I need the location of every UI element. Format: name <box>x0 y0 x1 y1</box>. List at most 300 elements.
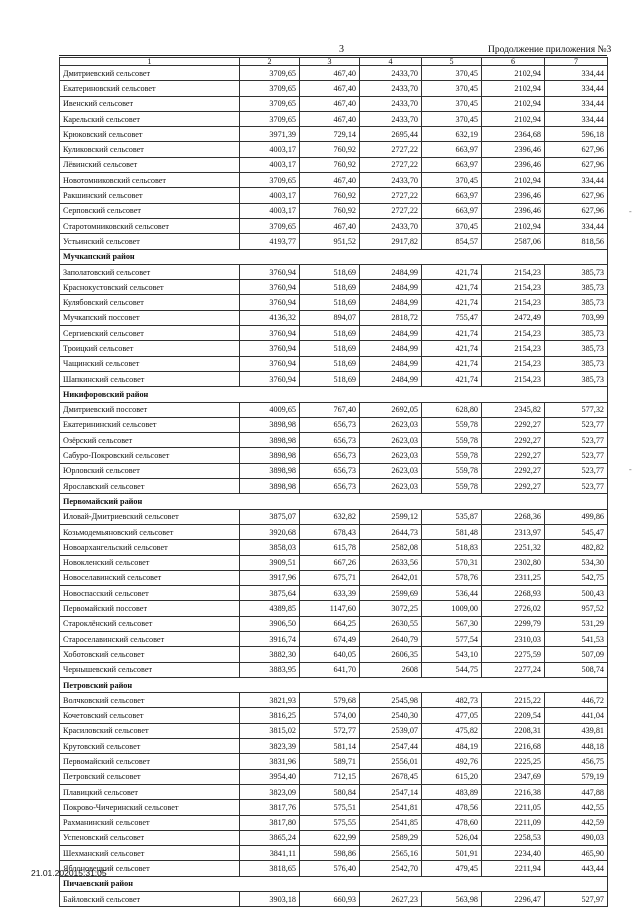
settlement-name: Петровский сельсовет <box>60 769 240 784</box>
table-row <box>60 647 608 662</box>
value-cell: 370,45 <box>422 218 482 233</box>
value-cell: 542,75 <box>545 570 608 585</box>
value-cell: 2292,27 <box>482 417 545 432</box>
value-cell: 894,07 <box>300 310 360 325</box>
value-cell: 334,44 <box>545 66 608 81</box>
table-row <box>60 555 608 570</box>
value-cell: 755,47 <box>422 310 482 325</box>
value-cell: 2433,70 <box>360 218 422 233</box>
value-cell: 446,72 <box>545 693 608 708</box>
settlement-name: Шехманский сельсовет <box>60 846 240 861</box>
value-cell: 2102,94 <box>482 66 545 81</box>
table-row <box>60 800 608 815</box>
value-cell: 500,43 <box>545 586 608 601</box>
table-row <box>60 66 608 81</box>
value-cell: 576,40 <box>300 861 360 876</box>
value-cell: 2727,22 <box>360 188 422 203</box>
value-cell: 767,40 <box>300 402 360 417</box>
value-cell: 2630,55 <box>360 616 422 631</box>
table-row <box>60 708 608 723</box>
value-cell: 2102,94 <box>482 173 545 188</box>
settlement-name: Кулябовский сельсовет <box>60 295 240 310</box>
value-cell: 632,82 <box>300 509 360 524</box>
value-cell: 421,74 <box>422 341 482 356</box>
table-row <box>60 830 608 845</box>
value-cell: 3909,51 <box>240 555 300 570</box>
value-cell: 421,74 <box>422 264 482 279</box>
settlement-name: Байловский сельсовет <box>60 892 240 907</box>
value-cell: 370,45 <box>422 66 482 81</box>
settlement-name: Хоботовский сельсовет <box>60 647 240 662</box>
value-cell: 2627,23 <box>360 892 422 907</box>
value-cell: 482,82 <box>545 540 608 555</box>
value-cell: 385,73 <box>545 264 608 279</box>
value-cell: 2587,06 <box>482 234 545 249</box>
value-cell: 2547,44 <box>360 739 422 754</box>
value-cell: 3903,18 <box>240 892 300 907</box>
value-cell: 2154,23 <box>482 280 545 295</box>
value-cell: 615,20 <box>422 769 482 784</box>
value-cell: 499,86 <box>545 509 608 524</box>
value-cell: 2484,99 <box>360 264 422 279</box>
value-cell: 574,00 <box>300 708 360 723</box>
value-cell: 478,56 <box>422 800 482 815</box>
value-cell: 760,92 <box>300 188 360 203</box>
table-row <box>60 448 608 463</box>
region-header-row <box>60 249 608 264</box>
settlement-name: Козьмодемьяновский сельсовет <box>60 524 240 539</box>
settlement-name: Лёвинский сельсовет <box>60 157 240 172</box>
value-cell: 501,91 <box>422 846 482 861</box>
value-cell: 3823,09 <box>240 784 300 799</box>
table-row <box>60 96 608 111</box>
table-row <box>60 463 608 478</box>
table-row <box>60 570 608 585</box>
value-cell: 578,76 <box>422 570 482 585</box>
tariff-table <box>59 57 608 907</box>
value-cell: 467,40 <box>300 81 360 96</box>
value-cell: 622,99 <box>300 830 360 845</box>
value-cell: 656,73 <box>300 448 360 463</box>
value-cell: 2484,99 <box>360 371 422 386</box>
value-cell: 598,86 <box>300 846 360 861</box>
value-cell: 760,92 <box>300 157 360 172</box>
value-cell: 492,76 <box>422 754 482 769</box>
value-cell: 2642,01 <box>360 570 422 585</box>
table-row <box>60 723 608 738</box>
value-cell: 660,93 <box>300 892 360 907</box>
value-cell: 2154,23 <box>482 356 545 371</box>
value-cell: 2633,56 <box>360 555 422 570</box>
value-cell: 3816,25 <box>240 708 300 723</box>
value-cell: 518,83 <box>422 540 482 555</box>
table-row <box>60 861 608 876</box>
value-cell: 2433,70 <box>360 111 422 126</box>
value-cell: 2695,44 <box>360 127 422 142</box>
settlement-name: Карельский сельсовет <box>60 111 240 126</box>
value-cell: 2102,94 <box>482 81 545 96</box>
value-cell: 3760,94 <box>240 356 300 371</box>
region-name: Никифоровский район <box>60 387 608 402</box>
value-cell: 563,98 <box>422 892 482 907</box>
value-cell: 2917,82 <box>360 234 422 249</box>
value-cell: 3072,25 <box>360 601 422 616</box>
value-cell: 2225,25 <box>482 754 545 769</box>
value-cell: 2154,23 <box>482 295 545 310</box>
value-cell: 523,77 <box>545 433 608 448</box>
column-header: 7 <box>545 58 608 66</box>
table-row <box>60 341 608 356</box>
settlement-name: Екатерининский сельсовет <box>60 417 240 432</box>
value-cell: 596,18 <box>545 127 608 142</box>
value-cell: 518,69 <box>300 264 360 279</box>
settlement-name: Староклёнский сельсовет <box>60 616 240 631</box>
value-cell: 439,81 <box>545 723 608 738</box>
value-cell: 421,74 <box>422 280 482 295</box>
table-row <box>60 479 608 494</box>
value-cell: 3823,39 <box>240 739 300 754</box>
value-cell: 4003,17 <box>240 188 300 203</box>
value-cell: 2541,85 <box>360 815 422 830</box>
value-cell: 527,97 <box>545 892 608 907</box>
value-cell: 482,73 <box>422 693 482 708</box>
value-cell: 2209,54 <box>482 708 545 723</box>
value-cell: 559,78 <box>422 463 482 478</box>
value-cell: 2582,08 <box>360 540 422 555</box>
value-cell: 2484,99 <box>360 280 422 295</box>
value-cell: 4009,65 <box>240 402 300 417</box>
settlement-name: Чернышевский сельсовет <box>60 662 240 677</box>
value-cell: 2311,25 <box>482 570 545 585</box>
value-cell: 3875,64 <box>240 586 300 601</box>
value-cell: 421,74 <box>422 371 482 386</box>
table-row <box>60 846 608 861</box>
value-cell: 3709,65 <box>240 66 300 81</box>
table-row <box>60 754 608 769</box>
settlement-name: Ракшинский сельсовет <box>60 188 240 203</box>
value-cell: 3898,98 <box>240 417 300 432</box>
value-cell: 2623,03 <box>360 479 422 494</box>
value-cell: 467,40 <box>300 96 360 111</box>
value-cell: 2292,27 <box>482 433 545 448</box>
region-name: Первомайский район <box>60 494 608 509</box>
value-cell: 559,78 <box>422 448 482 463</box>
value-cell: 2211,09 <box>482 815 545 830</box>
table-row <box>60 188 608 203</box>
value-cell: 2292,27 <box>482 479 545 494</box>
table-row <box>60 509 608 524</box>
value-cell: 442,59 <box>545 815 608 830</box>
value-cell: 2299,79 <box>482 616 545 631</box>
column-header: 6 <box>482 58 545 66</box>
table-row <box>60 234 608 249</box>
region-name: Мучкапский район <box>60 249 608 264</box>
settlement-name: Успеновский сельсовет <box>60 830 240 845</box>
value-cell: 3906,50 <box>240 616 300 631</box>
settlement-name: Староселавинский сельсовет <box>60 631 240 646</box>
settlement-name: Озёрский сельсовет <box>60 433 240 448</box>
region-header-row <box>60 876 608 891</box>
value-cell: 478,60 <box>422 815 482 830</box>
value-cell: 518,69 <box>300 280 360 295</box>
value-cell: 4193,77 <box>240 234 300 249</box>
value-cell: 3916,74 <box>240 631 300 646</box>
value-cell: 663,97 <box>422 157 482 172</box>
table-body <box>60 58 608 907</box>
value-cell: 581,14 <box>300 739 360 754</box>
table-row <box>60 586 608 601</box>
value-cell: 421,74 <box>422 295 482 310</box>
value-cell: 2623,03 <box>360 417 422 432</box>
value-cell: 2678,45 <box>360 769 422 784</box>
value-cell: 567,30 <box>422 616 482 631</box>
value-cell: 518,69 <box>300 356 360 371</box>
value-cell: 1009,00 <box>422 601 482 616</box>
table-row <box>60 326 608 341</box>
value-cell: 3898,98 <box>240 479 300 494</box>
value-cell: 3709,65 <box>240 111 300 126</box>
value-cell: 3817,80 <box>240 815 300 830</box>
value-cell: 479,45 <box>422 861 482 876</box>
value-cell: 545,47 <box>545 524 608 539</box>
settlement-name: Новоспасский сельсовет <box>60 586 240 601</box>
table-row <box>60 127 608 142</box>
region-header-row <box>60 387 608 402</box>
table-row <box>60 769 608 784</box>
value-cell: 3831,96 <box>240 754 300 769</box>
value-cell: 957,52 <box>545 601 608 616</box>
value-cell: 534,30 <box>545 555 608 570</box>
value-cell: 2727,22 <box>360 203 422 218</box>
value-cell: 484,19 <box>422 739 482 754</box>
settlement-name: Красиловский сельсовет <box>60 723 240 738</box>
value-cell: 443,44 <box>545 861 608 876</box>
value-cell: 818,56 <box>545 234 608 249</box>
value-cell: 4003,17 <box>240 203 300 218</box>
settlement-name: Иловай-Дмитриевский сельсовет <box>60 509 240 524</box>
table-row <box>60 264 608 279</box>
value-cell: 712,15 <box>300 769 360 784</box>
value-cell: 3883,95 <box>240 662 300 677</box>
settlement-name: Дмитриевский сельсовет <box>60 66 240 81</box>
value-cell: 2154,23 <box>482 264 545 279</box>
value-cell: 581,48 <box>422 524 482 539</box>
value-cell: 2727,22 <box>360 142 422 157</box>
table-row <box>60 157 608 172</box>
column-header: 1 <box>60 58 240 66</box>
value-cell: 2623,03 <box>360 433 422 448</box>
value-cell: 2215,22 <box>482 693 545 708</box>
table-row <box>60 371 608 386</box>
table-row <box>60 540 608 555</box>
value-cell: 544,75 <box>422 662 482 677</box>
value-cell: 674,49 <box>300 631 360 646</box>
value-cell: 854,57 <box>422 234 482 249</box>
value-cell: 543,10 <box>422 647 482 662</box>
value-cell: 2302,80 <box>482 555 545 570</box>
value-cell: 2154,23 <box>482 341 545 356</box>
value-cell: 2599,12 <box>360 509 422 524</box>
region-name: Пичаевский район <box>60 876 608 891</box>
value-cell: 2313,97 <box>482 524 545 539</box>
value-cell: 3815,02 <box>240 723 300 738</box>
value-cell: 2433,70 <box>360 173 422 188</box>
value-cell: 2268,36 <box>482 509 545 524</box>
value-cell: 951,52 <box>300 234 360 249</box>
table-row <box>60 203 608 218</box>
table-row <box>60 356 608 371</box>
value-cell: 475,82 <box>422 723 482 738</box>
value-cell: 541,53 <box>545 631 608 646</box>
value-cell: 483,89 <box>422 784 482 799</box>
value-cell: 3858,03 <box>240 540 300 555</box>
value-cell: 2396,46 <box>482 157 545 172</box>
value-cell: 334,44 <box>545 218 608 233</box>
value-cell: 559,78 <box>422 479 482 494</box>
settlement-name: Троицкий сельсовет <box>60 341 240 356</box>
value-cell: 760,92 <box>300 203 360 218</box>
value-cell: 3954,40 <box>240 769 300 784</box>
value-cell: 523,77 <box>545 448 608 463</box>
value-cell: 2541,81 <box>360 800 422 815</box>
table-row <box>60 310 608 325</box>
table-row <box>60 631 608 646</box>
value-cell: 663,97 <box>422 203 482 218</box>
value-cell: 4136,32 <box>240 310 300 325</box>
value-cell: 2154,23 <box>482 326 545 341</box>
table-row <box>60 81 608 96</box>
value-cell: 627,96 <box>545 142 608 157</box>
value-cell: 632,19 <box>422 127 482 142</box>
margin-mark: - <box>629 465 632 474</box>
value-cell: 3817,76 <box>240 800 300 815</box>
value-cell: 385,73 <box>545 371 608 386</box>
value-cell: 2433,70 <box>360 81 422 96</box>
value-cell: 526,04 <box>422 830 482 845</box>
settlement-name: Плавицкий сельсовет <box>60 784 240 799</box>
value-cell: 2484,99 <box>360 295 422 310</box>
value-cell: 441,04 <box>545 708 608 723</box>
value-cell: 2606,35 <box>360 647 422 662</box>
table-row <box>60 218 608 233</box>
value-cell: 447,88 <box>545 784 608 799</box>
column-number-row <box>60 58 608 66</box>
settlement-name: Дмитриевский поссовет <box>60 402 240 417</box>
settlement-name: Новокленский сельсовет <box>60 555 240 570</box>
table-row <box>60 601 608 616</box>
value-cell: 507,09 <box>545 647 608 662</box>
settlement-name: Юрловский сельсовет <box>60 463 240 478</box>
value-cell: 2102,94 <box>482 218 545 233</box>
settlement-name: Сергиевский сельсовет <box>60 326 240 341</box>
value-cell: 2211,05 <box>482 800 545 815</box>
value-cell: 2433,70 <box>360 66 422 81</box>
region-header-row <box>60 677 608 692</box>
value-cell: 2208,31 <box>482 723 545 738</box>
value-cell: 2472,49 <box>482 310 545 325</box>
settlement-name: Серповский сельсовет <box>60 203 240 218</box>
value-cell: 3865,24 <box>240 830 300 845</box>
value-cell: 370,45 <box>422 96 482 111</box>
value-cell: 334,44 <box>545 111 608 126</box>
value-cell: 3760,94 <box>240 371 300 386</box>
settlement-name: Кочетовский сельсовет <box>60 708 240 723</box>
value-cell: 2277,24 <box>482 662 545 677</box>
value-cell: 467,40 <box>300 111 360 126</box>
column-header: 2 <box>240 58 300 66</box>
value-cell: 2547,14 <box>360 784 422 799</box>
value-cell: 385,73 <box>545 280 608 295</box>
value-cell: 2258,53 <box>482 830 545 845</box>
value-cell: 523,77 <box>545 463 608 478</box>
value-cell: 3709,65 <box>240 173 300 188</box>
value-cell: 2275,59 <box>482 647 545 662</box>
value-cell: 656,73 <box>300 479 360 494</box>
value-cell: 2818,72 <box>360 310 422 325</box>
value-cell: 3898,98 <box>240 463 300 478</box>
value-cell: 2396,46 <box>482 203 545 218</box>
settlement-name: Крюковский сельсовет <box>60 127 240 142</box>
settlement-name: Первомайский сельсовет <box>60 754 240 769</box>
table-row <box>60 815 608 830</box>
value-cell: 421,74 <box>422 326 482 341</box>
value-cell: 663,97 <box>422 188 482 203</box>
settlement-name: Покрово-Чичеринский сельсовет <box>60 800 240 815</box>
value-cell: 641,70 <box>300 662 360 677</box>
settlement-name: Краснокустовский сельсовет <box>60 280 240 295</box>
footer-timestamp: 21.01.202015:31:05 <box>31 868 107 878</box>
value-cell: 465,90 <box>545 846 608 861</box>
value-cell: 334,44 <box>545 96 608 111</box>
value-cell: 2589,29 <box>360 830 422 845</box>
value-cell: 523,77 <box>545 479 608 494</box>
settlement-name: Ярославский сельсовет <box>60 479 240 494</box>
value-cell: 559,78 <box>422 417 482 432</box>
settlement-name: Куликовский сельсовет <box>60 142 240 157</box>
value-cell: 421,74 <box>422 356 482 371</box>
value-cell: 518,69 <box>300 295 360 310</box>
value-cell: 729,14 <box>300 127 360 142</box>
value-cell: 448,18 <box>545 739 608 754</box>
value-cell: 579,19 <box>545 769 608 784</box>
value-cell: 385,73 <box>545 326 608 341</box>
value-cell: 577,54 <box>422 631 482 646</box>
value-cell: 3821,93 <box>240 693 300 708</box>
value-cell: 678,43 <box>300 524 360 539</box>
value-cell: 518,69 <box>300 326 360 341</box>
value-cell: 4003,17 <box>240 142 300 157</box>
value-cell: 3760,94 <box>240 264 300 279</box>
value-cell: 2396,46 <box>482 142 545 157</box>
value-cell: 589,71 <box>300 754 360 769</box>
value-cell: 3882,30 <box>240 647 300 662</box>
value-cell: 2102,94 <box>482 96 545 111</box>
value-cell: 667,26 <box>300 555 360 570</box>
value-cell: 664,25 <box>300 616 360 631</box>
region-header-row <box>60 494 608 509</box>
value-cell: 456,75 <box>545 754 608 769</box>
value-cell: 640,05 <box>300 647 360 662</box>
value-cell: 3818,65 <box>240 861 300 876</box>
value-cell: 3709,65 <box>240 96 300 111</box>
value-cell: 4003,17 <box>240 157 300 172</box>
value-cell: 627,96 <box>545 157 608 172</box>
value-cell: 2347,69 <box>482 769 545 784</box>
value-cell: 579,68 <box>300 693 360 708</box>
region-name: Петровский район <box>60 677 608 692</box>
settlement-name: Рахманинский сельсовет <box>60 815 240 830</box>
value-cell: 2484,99 <box>360 341 422 356</box>
